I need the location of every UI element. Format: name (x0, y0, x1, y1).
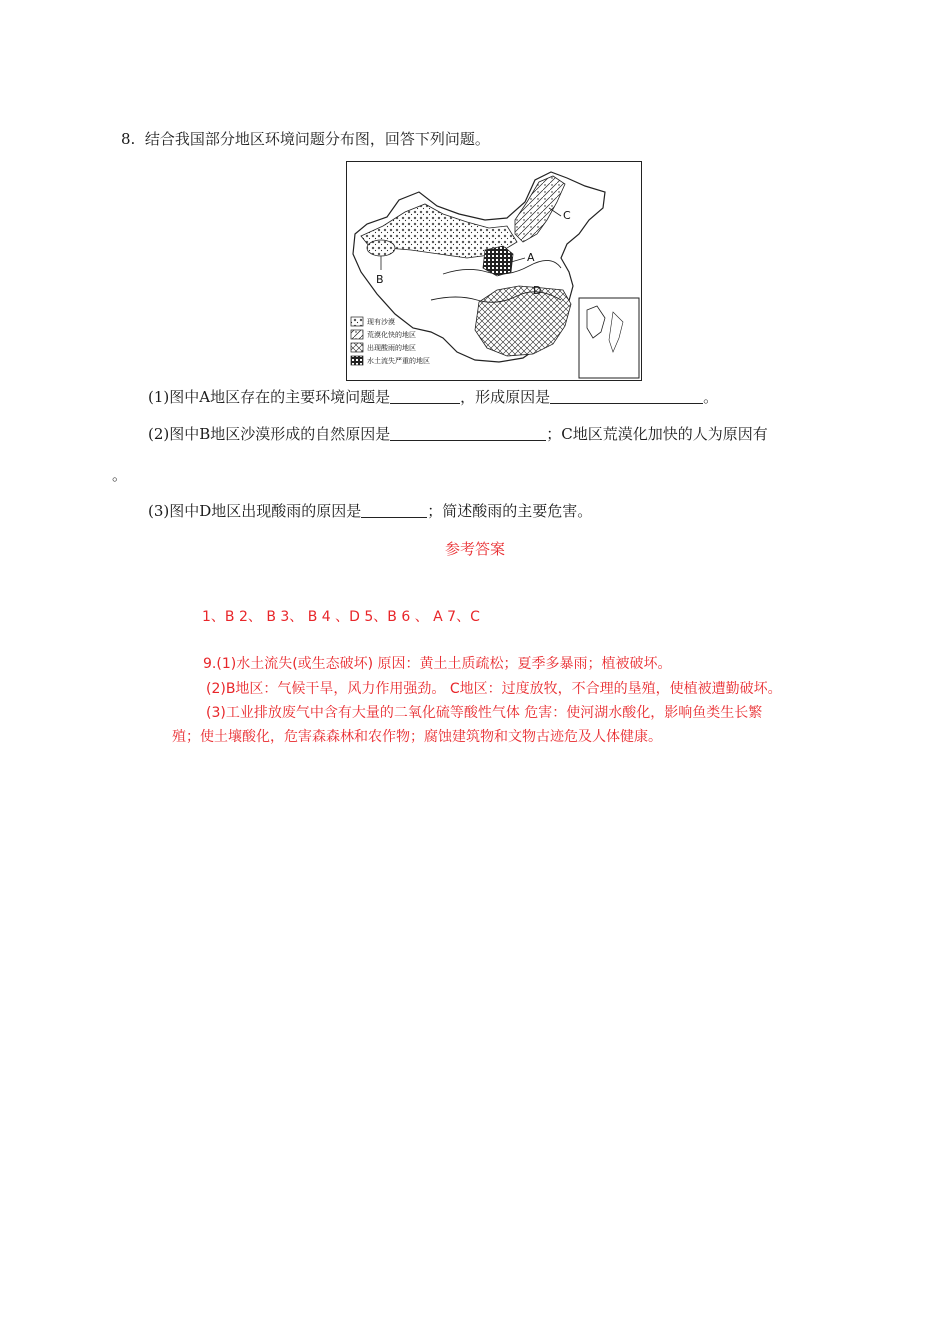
answer-9-2: (2)B地区：气候干旱，风力作用强劲。 C地区：过度放牧，不合理的垦殖，使植被遭勤破坏。 (206, 681, 782, 697)
acid-rain-region-d (475, 286, 571, 356)
legend-desertification: 荒漠化快的地区 (367, 331, 416, 339)
answer-blank-3[interactable] (361, 501, 427, 518)
legend-soil-erosion: 水土流失严重的地区 (367, 357, 430, 365)
question-number: 8. (121, 130, 136, 148)
sub2-mid: ；C地区荒漠化加快的人为原因有 (546, 425, 768, 443)
answer-blank-1a[interactable] (390, 387, 460, 404)
answer-choices: 1、B 2、 B 3、 B 4 、D 5、B 6 、 A 7、C (202, 609, 480, 625)
sub-question-3 (148, 501, 592, 521)
sub1-mid: ，形成原因是 (460, 388, 551, 406)
sub2-pre: (2)图中B地区沙漠形成的自然原因是 (148, 425, 391, 443)
map-label-d: D (533, 284, 542, 297)
sub1-end: 。 (703, 388, 719, 406)
answer-9-3-line2: 殖；使土壤酸化，危害森森林和农作物；腐蚀建筑物和文物古迹危及人体健康。 (172, 729, 662, 745)
answer-9-3-line1: (3)工业排放废气中含有大量的二氧化硫等酸性气体 危害：使河湖水酸化，影响鱼类生长繁 (206, 705, 763, 721)
legend-desert: 现有沙漠 (367, 318, 395, 326)
sub3-mid: ；简述酸雨的主要危害。 (427, 502, 593, 520)
map-label-b: B (376, 273, 384, 286)
environment-map (346, 161, 642, 381)
answer-key-title: 参考答案 (444, 540, 505, 558)
legend-acid-rain: 出现酸雨的地区 (367, 344, 416, 352)
desert-region-b (367, 240, 395, 256)
map-label-a: A (527, 251, 535, 264)
sub-question-2 (148, 424, 768, 444)
sub-question-1 (148, 387, 718, 407)
sub-question-2-end (112, 465, 127, 485)
sub1-pre: (1)图中A地区存在的主要环境问题是 (148, 388, 391, 406)
map-label-c: C (563, 209, 571, 222)
answer-blank-1b[interactable] (550, 387, 703, 404)
answer-9-1: 9.(1)水土流失(或生态破坏) 原因：黄土土质疏松；夏季多暴雨；植被破坏。 (203, 656, 672, 672)
question-stem (121, 129, 490, 149)
sub3-pre: (3)图中D地区出现酸雨的原因是 (148, 502, 362, 520)
answer-blank-2[interactable] (390, 424, 546, 441)
china-map-svg (347, 162, 641, 380)
sub2-end: 。 (112, 466, 128, 484)
question-text: 结合我国部分地区环境问题分布图，回答下列问题。 (144, 130, 490, 148)
